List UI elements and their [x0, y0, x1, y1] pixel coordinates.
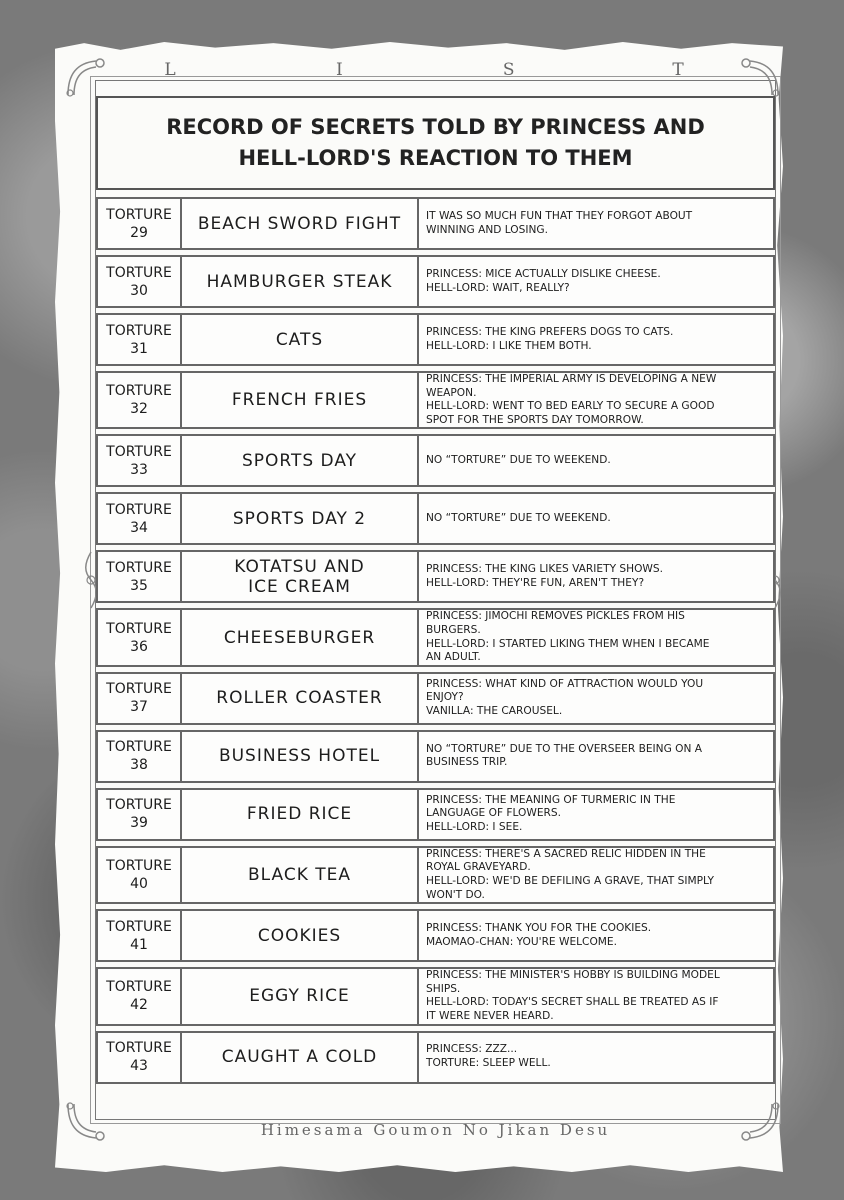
torture-label: TORTURE	[106, 918, 172, 935]
torture-label: TORTURE	[106, 383, 172, 400]
torture-number-cell	[96, 672, 182, 725]
table-row	[96, 492, 775, 545]
topic-cell: EGGY RICE	[182, 967, 419, 1025]
torture-label: TORTURE	[106, 559, 172, 576]
table-row	[96, 672, 775, 725]
secret-note-cell: PRINCESS: THERE'S A SACRED RELIC HIDDEN IN THE ROYAL GRAVEYARD. HELL-LORD: WE'D BE DEFILING A GRAVE, THAT SIMPLY WON'T DO.	[419, 846, 775, 904]
torture-number: 40	[130, 875, 148, 892]
table-row	[96, 313, 775, 366]
torture-label: TORTURE	[106, 681, 172, 698]
torture-label: TORTURE	[106, 857, 172, 874]
topic-cell: SPORTS DAY 2	[182, 492, 419, 545]
table-row	[96, 846, 775, 904]
torture-number: 42	[130, 997, 148, 1014]
torture-label: TORTURE	[106, 620, 172, 637]
secret-note-cell: PRINCESS: THE KING PREFERS DOGS TO CATS. HELL-LORD: I LIKE THEM BOTH.	[419, 313, 775, 366]
secret-note-cell: PRINCESS: MICE ACTUALLY DISLIKE CHEESE. HELL-LORD: WAIT, REALLY?	[419, 255, 775, 308]
table-row	[96, 1031, 775, 1084]
secret-note-cell: PRINCESS: THE KING LIKES VARIETY SHOWS. HELL-LORD: THEY'RE FUN, AREN'T THEY?	[419, 550, 775, 603]
torture-label: TORTURE	[106, 979, 172, 996]
header-letter: T	[672, 60, 686, 80]
torture-number-cell	[96, 550, 182, 603]
torture-number-cell	[96, 730, 182, 783]
secret-note-cell: PRINCESS: ZZZ... TORTURE: SLEEP WELL.	[419, 1031, 775, 1084]
secret-note-cell: NO “TORTURE” DUE TO WEEKEND.	[419, 434, 775, 487]
corner-flourish-icon	[62, 55, 108, 101]
torture-number: 33	[130, 461, 148, 478]
table-row	[96, 730, 775, 783]
torture-number-cell	[96, 197, 182, 250]
torture-number-cell	[96, 788, 182, 841]
header-list-word	[160, 60, 690, 80]
torture-number-cell	[96, 434, 182, 487]
secret-note-cell: PRINCESS: THE MINISTER'S HOBBY IS BUILDING MODEL SHIPS. HELL-LORD: TODAY'S SECRET SHALL BE TREATED AS IF IT WERE NEVER HEARD.	[419, 967, 775, 1025]
torture-label: TORTURE	[106, 739, 172, 756]
topic-cell: CHEESEBURGER	[182, 608, 419, 666]
topic-cell: FRIED RICE	[182, 788, 419, 841]
torture-number-cell	[96, 313, 182, 366]
table-row	[96, 909, 775, 962]
header-letter: I	[335, 60, 345, 80]
torture-number: 32	[130, 401, 148, 418]
torture-number: 34	[130, 519, 148, 536]
header-letter: L	[164, 60, 178, 80]
table-row	[96, 550, 775, 603]
table-row	[96, 608, 775, 666]
torture-label: TORTURE	[106, 443, 172, 460]
secret-note-cell: NO “TORTURE” DUE TO THE OVERSEER BEING ON A BUSINESS TRIP.	[419, 730, 775, 783]
topic-cell: FRENCH FRIES	[182, 371, 419, 429]
torture-number: 41	[130, 936, 148, 953]
table-row	[96, 255, 775, 308]
torture-label: TORTURE	[106, 797, 172, 814]
secret-note-cell: NO “TORTURE” DUE TO WEEKEND.	[419, 492, 775, 545]
torture-number: 29	[130, 224, 148, 241]
torture-label: TORTURE	[106, 501, 172, 518]
topic-cell: CATS	[182, 313, 419, 366]
secret-note-cell: PRINCESS: THE MEANING OF TURMERIC IN THE LANGUAGE OF FLOWERS. HELL-LORD: I SEE.	[419, 788, 775, 841]
torture-number: 43	[130, 1058, 148, 1074]
torture-number: 30	[130, 282, 148, 299]
secret-note-cell: IT WAS SO MUCH FUN THAT THEY FORGOT ABOUT WINNING AND LOSING.	[419, 197, 775, 250]
torture-number: 31	[130, 340, 148, 357]
corner-flourish-icon	[738, 55, 784, 101]
topic-cell: ROLLER COASTER	[182, 672, 419, 725]
torture-number-cell	[96, 608, 182, 666]
title-box	[96, 96, 775, 190]
torture-number-cell	[96, 1031, 182, 1084]
topic-cell: BLACK TEA	[182, 846, 419, 904]
torture-label: TORTURE	[106, 264, 172, 281]
footer-series-title: Himesama Goumon No Jikan Desu	[260, 1121, 611, 1139]
torture-number-cell	[96, 371, 182, 429]
secret-note-cell: PRINCESS: THE IMPERIAL ARMY IS DEVELOPING A NEW WEAPON. HELL-LORD: WENT TO BED EARLY TO SECURE A GOOD SPOT FOR THE SPORTS DAY TOMORROW.	[419, 371, 775, 429]
table-row	[96, 197, 775, 250]
table-row	[96, 434, 775, 487]
torture-number-cell	[96, 846, 182, 904]
secret-note-cell: PRINCESS: JIMOCHI REMOVES PICKLES FROM HIS BURGERS. HELL-LORD: I STARTED LIKING THEM WHEN I BECAME AN ADULT.	[419, 608, 775, 666]
torture-number: 37	[130, 699, 148, 716]
topic-cell: SPORTS DAY	[182, 434, 419, 487]
table-row	[96, 371, 775, 429]
torture-number: 35	[130, 577, 148, 594]
secret-note-cell: PRINCESS: THANK YOU FOR THE COOKIES. MAOMAO-CHAN: YOU'RE WELCOME.	[419, 909, 775, 962]
table-row	[96, 967, 775, 1025]
torture-list-table	[96, 192, 775, 1089]
torture-number-cell	[96, 255, 182, 308]
secret-note-cell: PRINCESS: WHAT KIND OF ATTRACTION WOULD YOU ENJOY? VANILLA: THE CAROUSEL.	[419, 672, 775, 725]
torture-label: TORTURE	[106, 322, 172, 339]
torture-number: 36	[130, 638, 148, 655]
torture-number-cell	[96, 967, 182, 1025]
torture-number-cell	[96, 492, 182, 545]
table-row	[96, 788, 775, 841]
page-title: RECORD OF SECRETS TOLD BY PRINCESS AND HELL-LORD'S REACTION TO THEM	[166, 115, 705, 170]
topic-cell: KOTATSU AND ICE CREAM	[182, 550, 419, 603]
torture-number: 38	[130, 757, 148, 774]
torture-number-cell	[96, 909, 182, 962]
torture-number: 39	[130, 815, 148, 832]
topic-cell: COOKIES	[182, 909, 419, 962]
torture-label: TORTURE	[106, 1040, 172, 1056]
topic-cell: BUSINESS HOTEL	[182, 730, 419, 783]
torture-label: TORTURE	[106, 206, 172, 223]
topic-cell: BEACH SWORD FIGHT	[182, 197, 419, 250]
header-letter: S	[502, 60, 517, 80]
topic-cell: HAMBURGER STEAK	[182, 255, 419, 308]
topic-cell: CAUGHT A COLD	[182, 1031, 419, 1084]
